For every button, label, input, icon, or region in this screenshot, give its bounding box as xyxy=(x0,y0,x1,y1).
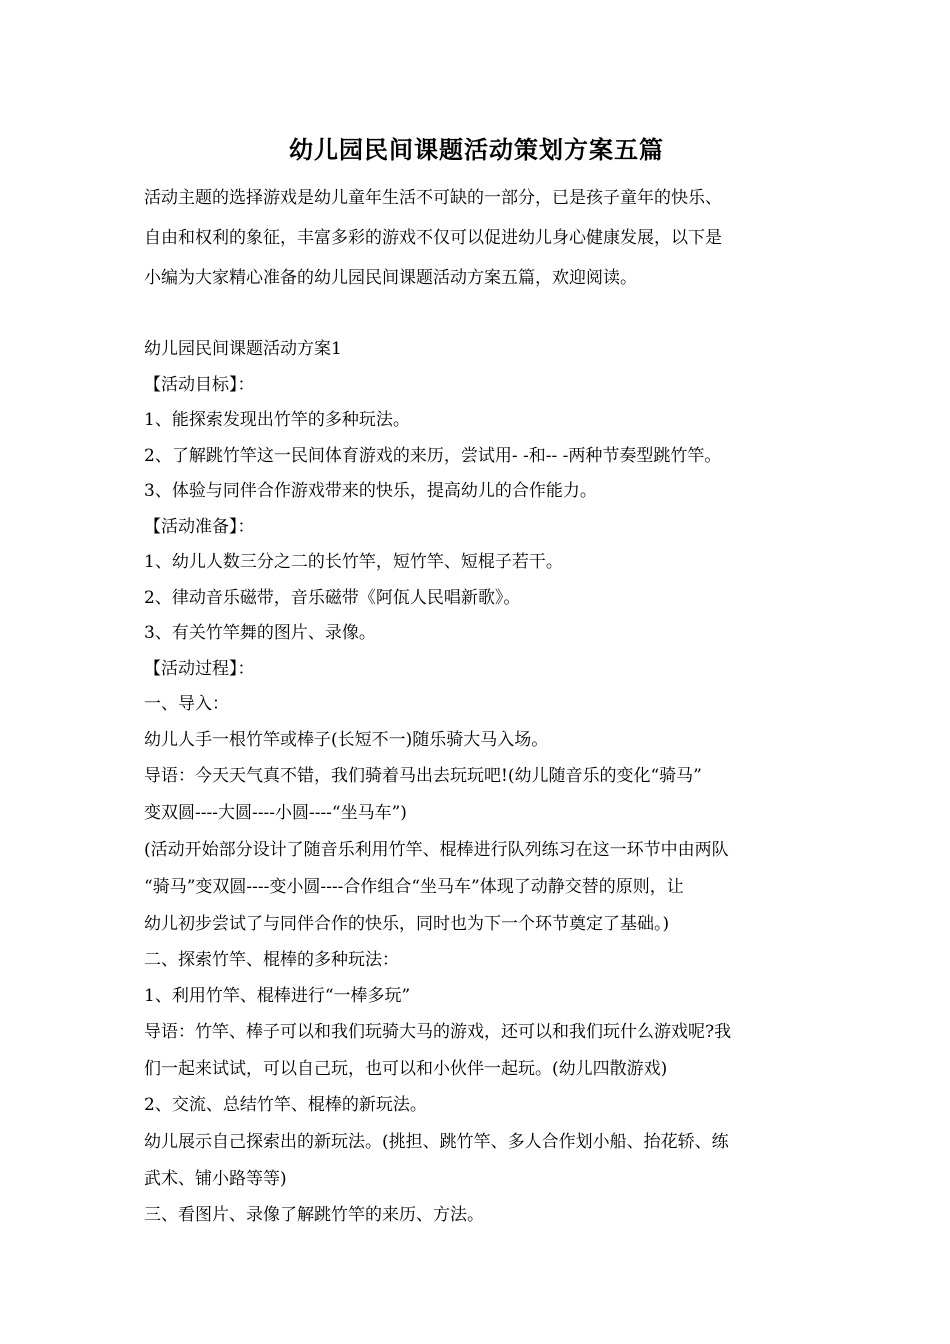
text-line: 二、探索竹竿、棍棒的多种玩法： xyxy=(144,950,399,970)
paragraph-gap xyxy=(144,298,809,332)
text-line: “骑马”变双圆----变小圆----合作组合“坐马车”体现了动静交替的原则，让 xyxy=(144,877,684,897)
document-page xyxy=(144,128,809,1233)
text-line: 1、幼儿人数三分之二的长竹竿，短竹竿、短棍子若干。 xyxy=(144,552,563,572)
text-line: (活动开始部分设计了随音乐利用竹竿、棍棒进行队列练习在这一环节中由两队 xyxy=(144,840,729,860)
text-line: 2、交流、总结竹竿、棍棒的新玩法。 xyxy=(144,1095,427,1115)
subheading-goals: 【活动目标】： xyxy=(144,374,255,395)
text-line: 变双圆----大圆----小圆----“坐马车”) xyxy=(144,803,407,823)
text-line: 三、看图片、录像了解跳竹竿的来历、方法。 xyxy=(144,1204,484,1225)
intro-line: 活动主题的选择游戏是幼儿童年生活不可缺的一部分，已是孩子童年的快乐、 xyxy=(144,188,722,208)
text-line: 幼儿展示自己探索出的新玩法。(挑担、跳竹竿、多人合作划小船、抬花轿、练 xyxy=(144,1131,729,1152)
text-line: 们一起来试试，可以自己玩，也可以和小伙伴一起玩。(幼儿四散游戏) xyxy=(144,1059,668,1079)
subheading-preparation: 【活动准备】： xyxy=(144,516,255,537)
text-line: 幼儿人手一根竹竿或棒子(长短不一)随乐骑大马入场。 xyxy=(144,729,549,750)
text-line: 导语：竹竿、棒子可以和我们玩骑大马的游戏，还可以和我们玩什么游戏呢?我 xyxy=(144,1022,732,1042)
intro-paragraph xyxy=(144,178,809,298)
text-line: 1、利用竹竿、棍棒进行“一棒多玩” xyxy=(144,985,411,1006)
text-line: 幼儿初步尝试了与同伴合作的快乐，同时也为下一个环节奠定了基础。) xyxy=(144,914,670,934)
text-line: 武术、铺小路等等) xyxy=(144,1168,287,1189)
document-title: 幼儿园民间课题活动策划方案五篇 xyxy=(289,135,664,164)
document-body xyxy=(144,332,809,1233)
subheading-process: 【活动过程】： xyxy=(144,658,255,679)
text-line: 一、导入： xyxy=(144,694,229,714)
intro-line: 自由和权利的象征，丰富多彩的游戏不仅可以促进幼儿身心健康发展，以下是 xyxy=(144,228,722,248)
text-line: 3、体验与同伴合作游戏带来的快乐，提高幼儿的合作能力。 xyxy=(144,481,597,501)
text-line: 3、有关竹竿舞的图片、录像。 xyxy=(144,623,376,643)
text-line: 2、律动音乐磁带，音乐磁带《阿佤人民唱新歌》。 xyxy=(144,587,521,608)
text-line: 导语：今天天气真不错，我们骑着马出去玩玩吧!(幼儿随音乐的变化“骑马” xyxy=(144,766,702,786)
section-heading: 幼儿园民间课题活动方案1 xyxy=(144,339,342,359)
text-line: 1、能探索发现出竹竿的多种玩法。 xyxy=(144,410,410,430)
text-line: 2、了解跳竹竿这一民间体育游戏的来历，尝试用- -和-- -两种节奏型跳竹竿。 xyxy=(144,445,722,466)
intro-line: 小编为大家精心准备的幼儿园民间课题活动方案五篇，欢迎阅读。 xyxy=(144,268,637,288)
